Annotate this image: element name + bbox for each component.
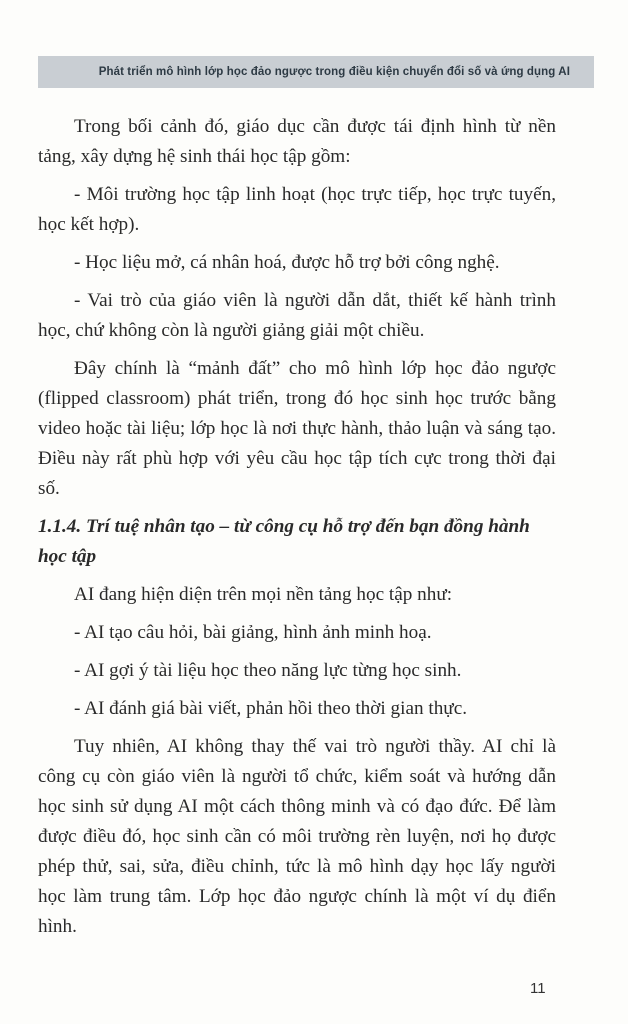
running-header-title: Phát triển mô hình lớp học đảo ngược trong điều kiện chuyển đổi số và ứng dụng AI [98,66,570,78]
bullet-flexible-environment: - Môi trường học tập linh hoạt (học trực tiếp, học trực tuyến, học kết hợp). [38,184,556,235]
bullet-teacher-role: - Vai trò của giáo viên là người dẫn dắt, thiết kế hành trình học, chứ không còn là người giảng giải một chiều. [38,290,556,341]
bullet-open-materials: - Học liệu mở, cá nhân hoá, được hỗ trợ bởi công nghệ. [74,252,500,273]
page-number: 11 [530,980,546,997]
paragraph-ai-role: Tuy nhiên, AI không thay thế vai trò người thầy. AI chỉ là công cụ còn giáo viên là người tổ chức, kiểm soát và hướng dẫn học sinh sử dụng AI một cách thông minh và có đạo đức. Để làm được điều đó, học sinh cần có môi trường rèn luyện, nơi họ được phép thử, sai, sửa, điều chỉnh, tức là mô hình dạy học lấy người học làm trung tâm. Lớp học đảo ngược chính là một ví dụ điển hình. [38,736,556,937]
bullet-ai-suggestions: - AI gợi ý tài liệu học theo năng lực từng học sinh. [74,660,462,681]
paragraph-intro: Trong bối cảnh đó, giáo dục cần được tái định hình từ nền tảng, xây dựng hệ sinh thái học tập gồm: [38,116,556,167]
paragraph-ai-presence: AI đang hiện diện trên mọi nền tảng học tập như: [74,584,453,605]
running-header [38,56,594,88]
page-body [38,112,556,950]
paragraph-flipped-classroom: Đây chính là “mảnh đất” cho mô hình lớp học đảo ngược (flipped classroom) phát triển, trong đó học sinh học trước bằng video hoặc tài liệu; lớp học là nơi thực hành, thảo luận và sáng tạo. Điều này rất phù hợp với yêu cầu học tập tích cực trong thời đại số. [38,358,556,499]
bullet-ai-assessment: - AI đánh giá bài viết, phản hồi theo thời gian thực. [74,698,468,719]
section-heading: 1.1.4. Trí tuệ nhân tạo – từ công cụ hỗ trợ đến bạn đồng hành học tập [38,516,530,567]
bullet-ai-questions: - AI tạo câu hỏi, bài giảng, hình ảnh minh hoạ. [74,622,432,643]
